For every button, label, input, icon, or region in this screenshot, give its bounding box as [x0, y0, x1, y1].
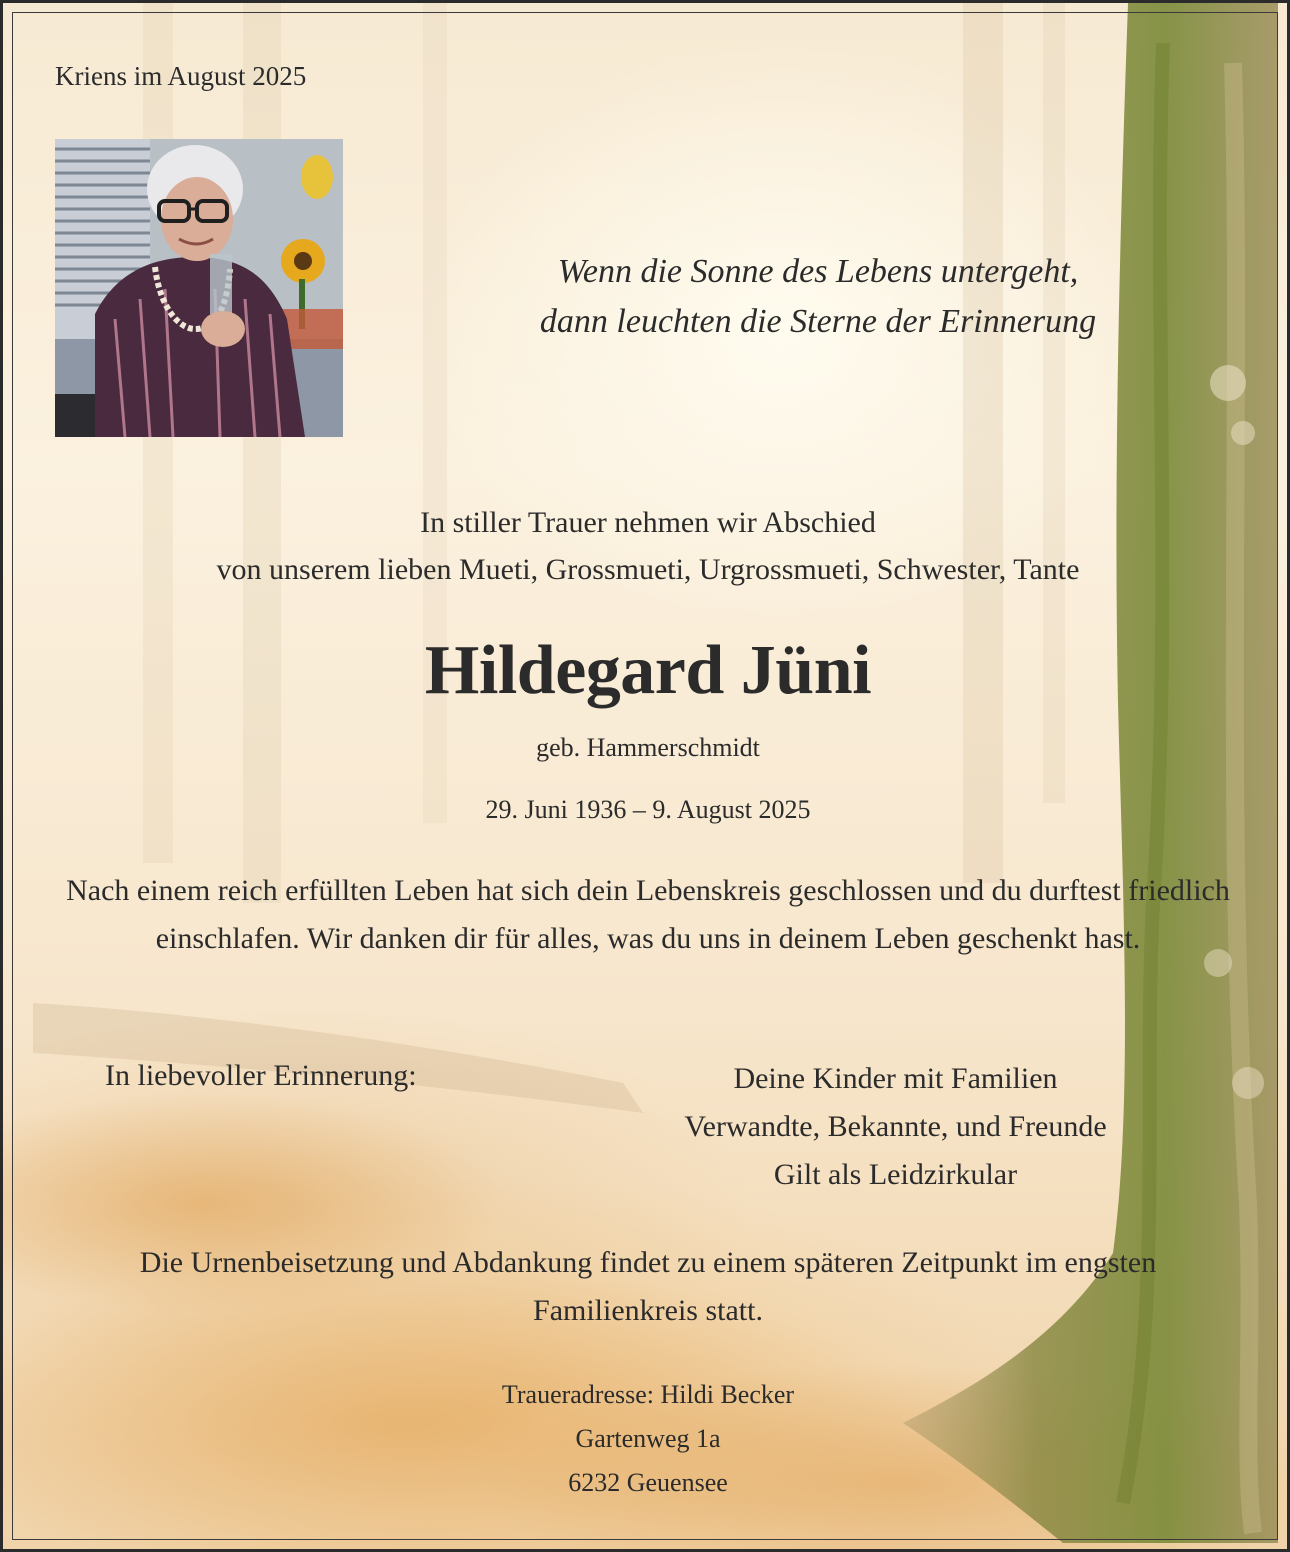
quote	[433, 247, 1203, 347]
address-line-3: 6232 Geuensee	[568, 1468, 728, 1497]
address-line-2: Gartenweg 1a	[575, 1424, 721, 1453]
survivors-line-3: Gilt als Leidzirkular	[773, 1158, 1018, 1191]
ceremony-notice: Die Urnenbeisetzung und Abdankung findet zu einem späteren Zeitpunkt im engsten Familienkreis statt.	[139, 1246, 1157, 1327]
quote-line-1: Wenn die Sonne des Lebens untergeht,	[557, 253, 1079, 290]
portrait-photo	[55, 139, 343, 437]
life-dates: 29. Juni 1936 – 9. August 2025	[485, 795, 811, 824]
intro-line-1: In stiller Trauer nehmen wir Abschied	[420, 506, 876, 539]
place-date: Kriens im August 2025	[55, 61, 307, 91]
intro-line-2: von unserem lieben Mueti, Grossmueti, Urgrossmueti, Schwester, Tante	[216, 553, 1080, 586]
maiden-name: geb. Hammerschmidt	[536, 733, 760, 762]
intro-text	[3, 499, 1290, 593]
portrait-image	[55, 139, 343, 437]
address-line-1: Traueradresse: Hildi Becker	[501, 1380, 795, 1409]
deceased-name: Hildegard Jüni	[424, 632, 872, 709]
farewell-message: Nach einem reich erfüllten Leben hat sich dein Lebenskreis geschlossen und du durftest friedlich einschlafen. Wir danken dir für alles, was du uns in deinem Leben geschenkt hast.	[66, 874, 1230, 955]
survivors-line-2: Verwandte, Bekannte, und Freunde	[684, 1110, 1107, 1143]
survivors-line-1: Deine Kinder mit Familien	[733, 1062, 1058, 1095]
quote-line-2: dann leuchten die Sterne der Erinnerung	[539, 303, 1097, 340]
mourning-address	[3, 1373, 1290, 1505]
remembrance-label: In liebevoller Erinnerung:	[105, 1059, 417, 1092]
survivors-list	[533, 1055, 1258, 1199]
